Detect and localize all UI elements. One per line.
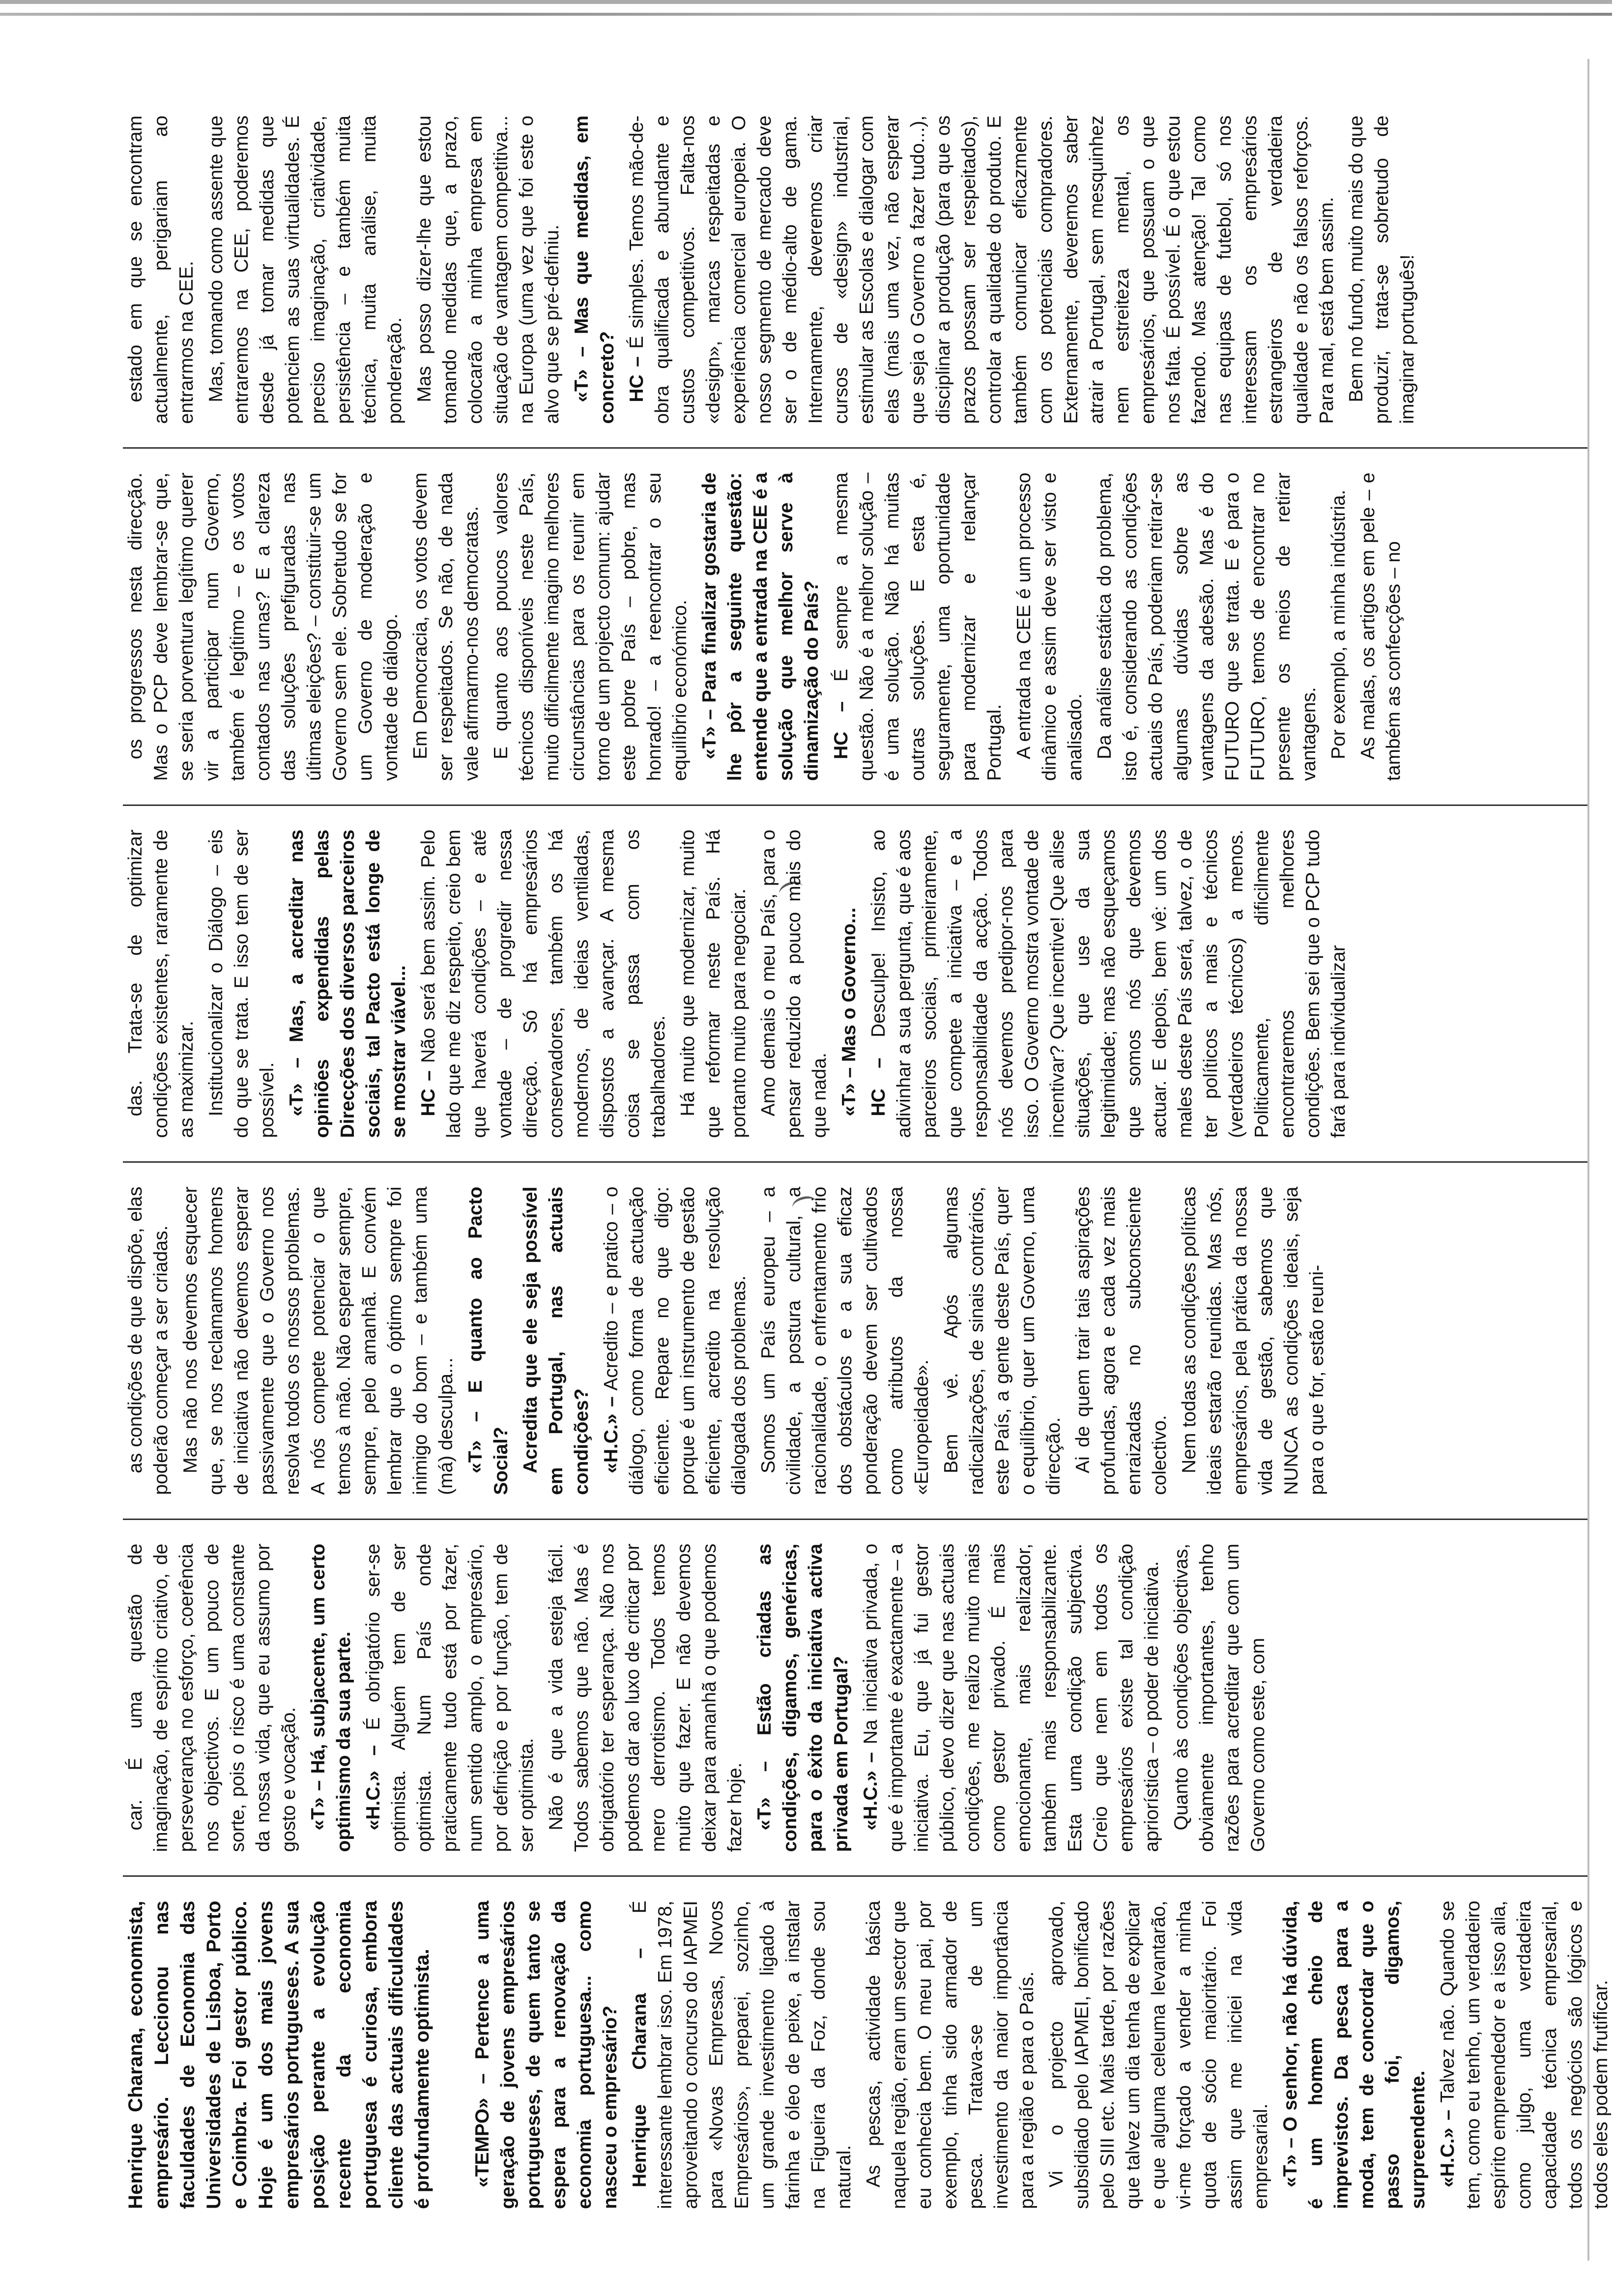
interview-question: «T» – E quanto ao Pacto Social? [465,1186,512,1495]
body-paragraph: Da análise estática do problema, isto é, considerando as condições actuais do País, poderiam retirar-se algumas dúvidas sobre as vantagens da adesão. Mas é do FUTURO que se trata. E é para o FUTURO, temos de encontrar no presente os meios de retirar vantagens. [1094,472,1320,781]
interview-question: Acredita que ele seja possível em Portugal, nas actuais condições? [520,1186,592,1495]
interview-question: «T» – Mas, a acreditar nas opiniões expendidas pelas Direcções dos diversos parceiros sociais, tal Pacto está longe de se mostrar viável... [286,830,409,1138]
article-column-5 [123,449,1587,806]
interview-answer [599,1187,752,1495]
interview-question: «T» – Mas o Governo... [838,907,860,1117]
interview-article [123,115,1612,2209]
interview-answer [858,1544,1165,1852]
interview-question: «T» – O senhor, não há dúvida, é um homem cheio de imprevistos. Da pesca para a moda, tem de concordar que o passo foi, digamos, surpreendente. [1280,1900,1429,2209]
body-paragraph: Mas posso dizer-lhe que estou tomando medidas que, a prazo, colocarão a minha empresa em situação de vantagem competitiva... na Europa (uma vez que foi este o alvo que se pré-definiu. [414,115,563,424]
body-paragraph: car. É uma questão de imaginação, de espírito criativo, de perseverança no esforço, coerência nos objectivos. E um pouco de sorte, pois o risco é uma constante da nossa vida, que eu assumo por gosto e vocação. [125,1544,299,1852]
body-paragraph: Somos um País europeu – a civilidade, a postura cultural, a racionalidade, o enfrentamento frio dos obstáculos e a sua eficaz ponderação devem ser cultivados como atributos da nossa «Europeidade». [758,1186,932,1495]
body-paragraph: Há muito que modernizar, muito que reformar neste País. Há portanto muito para negociar. [677,830,749,1138]
speaker-label: HC – [868,1058,889,1117]
body-paragraph: Não é que a vida esteja fácil. Todos sabemos que não. Mas é obrigatório ter esperança. Não nos podemos dar ao luxo de criticar por mero derrotismo. Todos temos muito que fazer. E não devemos deixar para amanhã o que podemos fazer hoje. [546,1544,746,1852]
interview-answer [1435,1901,1614,2210]
body-paragraph: Amo demais o meu País, para o pensar reduzido a pouco mais do que nada. [758,830,830,1138]
interview-question: «T» – Estão criadas as condições, digamos, genéricas, para o êxito da iniciativa activa privada em Portugal? [754,1544,852,1852]
answer-text: Talvez não. Quando se tem, como eu tenho, um verdadeiro espírito empreendedor e a isso alia, como julgo, uma verdadeira capacidade técnica empresarial, todos os negócios são lógicos e todos eles podem frutificar. [1437,1900,1612,2209]
article-column-4 [123,806,1587,1163]
body-paragraph: As malas, os artigos em pele – e também as confecções – no [1357,472,1404,781]
body-paragraph: Por exemplo, a minha indústria. [1328,489,1349,759]
body-paragraph: Mas não nos devemos esquecer que, se nos reclamamos homens de iniciativa não devemos esperar passivamente que o Governo nos resolva todos os nossos problemas. A nós compete potenciar o que temos à mão. Não esperar sempre, sempre, pelo amanhã. E convém lembrar que o óptimo sempre foi inimigo do bom – e também uma (má) desculpa... [180,1186,457,1495]
rotated-newspaper-article [123,115,1612,2209]
interview-question: «T» – Há, subjacente, um certo optimismo da sua parte. [308,1544,354,1852]
body-paragraph: E quanto aos poucos valores técnicos disponíveis neste País, muito dificilmente imagino melhores circunstâncias para os reunir em torno de um projecto comum: ajudar este pobre País – pobre, mas honrado! – a reencontrar o seu equilíbrio económico. [490,472,691,781]
body-paragraph: Em Democracia, os votos devem ser respeitados. Se não, de nada vale afirmarmo-nos democratas. [410,472,482,781]
speaker-label: «H.C.» – [601,1396,622,1473]
speaker-label: «H.C.» – [1437,2109,1458,2187]
article-column-1 [123,1877,1612,2210]
body-paragraph: As pescas, actividade básica naquela região, eram um sector que eu conhecia bem. O meu pai, por exemplo, tinha sido armador de pesca. Tratava-se de um investimento da maior importância para a região e para o País. [863,1900,1038,2209]
body-paragraph: os progressos nesta direcção. Mas o PCP deve lembrar-se que, se seria porventura legítimo querer vir a participar num Governo, também é legítimo – e os votos contados nas urnas? E a clareza das soluções prefiguradas nas últimas eleições? – constituir-se um Governo sem ele. Sobretudo se for um Governo de moderação e vontade de diálogo. [125,472,402,781]
interview-answer [829,473,1008,781]
interview-answer [627,1901,857,2210]
body-paragraph: as condições de que dispõe, elas poderão começar a ser criadas. [125,1186,172,1495]
interview-question: «TEMPO» – Pertence a uma geração de jovens empresários portugueses, de quem tanto se espera para a renovação da economia portuguesa... como nasceu o empresário? [472,1900,621,2209]
speaker-label: HC – [418,1070,439,1117]
scan-top-rule [0,13,1612,16]
interview-answer [866,830,1352,1138]
article-column-2 [123,1520,1587,1877]
body-paragraph: Bem vê. Após algumas radicalizações, de sinais contrários, este País, a gente deste País, quer o equilíbrio, quer um Governo, uma direcção. [941,1186,1064,1495]
interview-answer [361,1544,540,1852]
body-paragraph: Ai de quem trair tais aspirações profundas, agora e cada vez mais enraizadas no subconsciente colectivo. [1072,1186,1170,1495]
interview-question: «T» – Para finalizar gostaria de lhe pôr a seguinte questão: entende que a entrada na CEE é a solução que melhor serve à dinamização do País? [699,472,822,781]
speaker-label: Henrique Charana – [629,1948,650,2187]
body-paragraph: Quanto às condições objectivas, obviamente importantes, tenho razões para acreditar que com um Governo como este, com [1171,1544,1268,1852]
interview-answer [416,830,671,1138]
body-paragraph: estado em que se encontram actualmente, perigariam ao entrarmos na CEE. [125,115,197,424]
body-paragraph: das. Trata-se de optimizar condições existentes, raramente de as maximizar. [125,830,197,1138]
speaker-label: «H.C.» – [860,1752,881,1831]
answer-text: É obrigatório ser-se optimista. Alguém tem de ser optimista. Num País onde praticamente tudo está por fazer, num sentido amplo, o empresário, por definição e por função, tem de ser optimista. [363,1544,537,1852]
body-paragraph: Bem no fundo, muito mais do que produzir, trata-se sobretudo de imaginar português! [1346,115,1418,424]
scan-edge-shadow [0,0,1612,4]
answer-text: Acredito – e pratico – o diálogo, como forma de actuação eficiente. Repare no que digo: porque é um instrumento de gestão eficiente, acredito na resolução dialogada dos problemas. [601,1186,749,1495]
article-column-6 [123,115,1587,449]
article-lead: Henrique Charana, economista, empresário. Leccionou nas faculdades de Economia das Universidades de Lisboa, Porto e Coimbra. Foi gestor público. Hoje é um dos mais jovens empresários portugueses. A sua posição perante a evolução recente da economia portuguesa é curiosa, embora cliente das actuais dificuldades é profundamente optimista. [125,1900,433,2209]
body-paragraph: Institucionalizar o Diálogo – eis do que se trata. E isso tem de ser possível. [205,830,278,1138]
answer-text: Desculpe! Insisto, ao adivinhar a sua pergunta, que é aos parceiros sociais, primeiramente, que compete a iniciativa – e a responsabilidade da acção. Todos nós devemos predipor-nos para isso. O Governo mostra vontade de incentivar? Que incentive! Que alise situações, que use da sua legitimidade; mas não esqueçamos que somos nós que devemos actuar. E depois, bem vê: um dos males deste País será, talvez, o de ter políticos a mais e técnicos (verdadeiros técnicos) a menos. Politicamente, dificilmente encontraremos melhores condições. Bem sei que o PCP tudo fará para individualizar [868,830,1349,1138]
body-paragraph: Mas, tomando como assente que entraremos na CEE, poderemos desde já tomar medidas que potenciem as suas virtualidades. É preciso imaginação, criatividade, persistência – e também muita técnica, muita análise, muita ponderação. [205,115,405,424]
answer-text: É simples. Temos mão-de-obra qualificada e abundante e custos competitivos. Falta-nos «design», marcas respeitadas e experiência comercial europeia. O nosso segmento de mercado deve ser o de médio-alto de gama. Internamente, deveremos criar cursos de «design» industrial, estimular as Escolas e dialogar com elas (mais uma vez, não esperar que seja o Governo a fazer tudo...), disciplinar a produção (para que os prazos possam ser respeitados), controlar a qualidade do produto. E também comunicar eficazmente com os potenciais compradores. Externamente, deveremos saber atrair a Portugal, sem mesquinhez nem estreiteza mental, os empresários, que possuam o que nos falta. É possível. É o que estou fazendo. Mas atenção! Tal como nas equipas de futebol, só nos interessam os empresários estrangeiros de verdadeira qualidade e não os falsos reforços. Para mal, está bem assim. [626,115,1337,424]
body-paragraph: A entrada na CEE é um processo dinâmico e assim deve ser visto e analisado. [1013,472,1086,781]
article-column-3 [123,1163,1587,1521]
interview-question: «T» – Mas que medidas, em concreto? [571,115,618,424]
speaker-label: «H.C.» – [363,1745,384,1831]
interview-answer [624,115,1340,424]
speaker-label: HC – [626,356,647,402]
answer-text: É interessante lembrar isso. Em 1978, aproveitando o concurso do IAPMEI para «Novas Empresas, Novos Empresários», preparei, sozinho, um grande investimento ligado à farinha e óleo de peixe, a instalar na Figueira da Foz, donde sou natural. [629,1900,855,2209]
answer-text: Não será bem assim. Pelo lado que me diz respeito, creio bem que haverá condições – e até vontade – de progredir nessa direcção. Só há empresários conservadores, também os há modernos, de ideias ventiladas, dispostos a avançar. A mesma coisa se passa com os trabalhadores. [418,830,669,1138]
body-paragraph: Vi o projecto aprovado, subsidiado pelo IAPMEI, bonificado pelo SIII etc. Mais tarde, por razões que talvez um dia tenha de explicar e que alguma celeuma levantarão, vi-me forçado a vender a minha quota de sócio maioritário. Foi assim que me iniciei na vida empresarial. [1046,1900,1271,2209]
speaker-label: HC – [831,701,852,759]
answer-text: É sempre a mesma questão. Não é a melhor solução – é uma solução. Não há muitas outras soluções. E esta é, seguramente, uma oportunidade para modernizar e relançar Portugal. [831,472,1005,781]
answer-text: Na iniciativa privada, o que é importante é exactamente – a iniciativa. Eu, que já fui gestor público, devo dizer que nas actuais condições, me realizo muito mais como gestor privado. É mais emocionante, mais realizador, também mais responsabilizante. Esta uma condição subjectiva. Creio que nem em todos os empresários existe tal condição apriorística – o poder de iniciativa. [860,1544,1162,1852]
body-paragraph: Nem todas as condições políticas ideais estarão reunidas. Mas nós, empresários, pela prática da nossa vida de gestão, sabemos que NUNCA as condições ideais, seja para o que for, estão reuni- [1179,1186,1327,1495]
